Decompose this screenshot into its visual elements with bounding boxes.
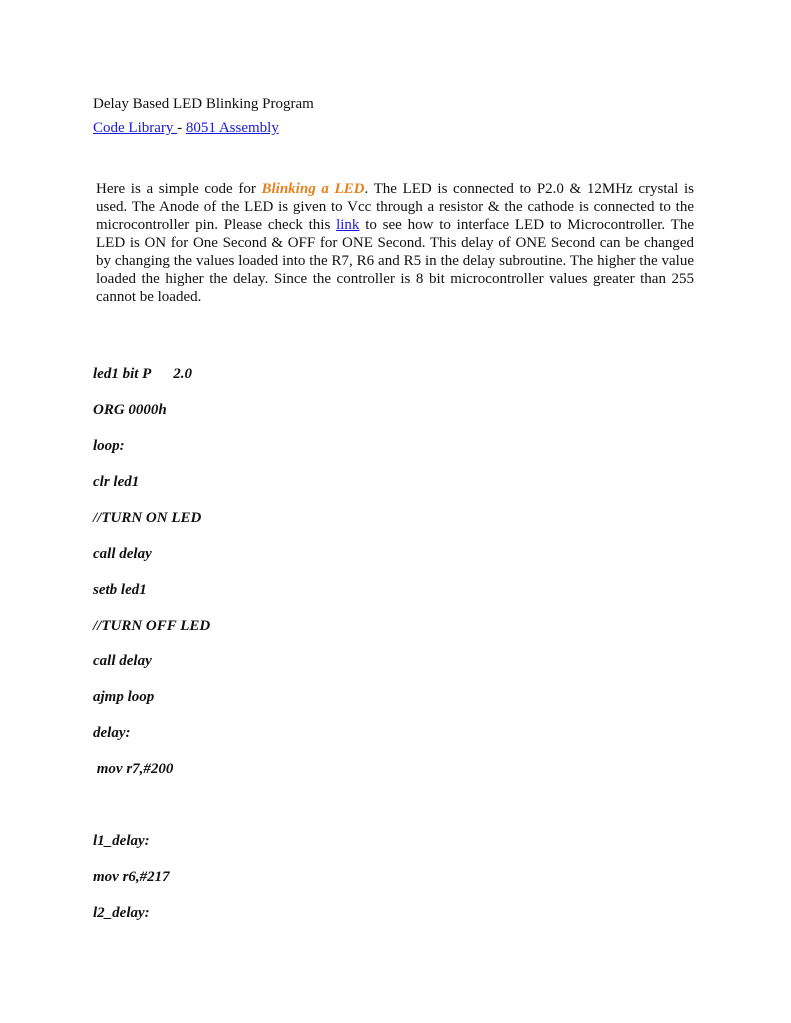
code-line-mov-r7: mov r7,#200	[93, 761, 174, 777]
code-line-mov-r6: mov r6,#217	[93, 869, 170, 885]
code-line-clr-led1: clr led1	[93, 474, 140, 490]
code-line-comment-off: //TURN OFF LED	[93, 618, 211, 634]
code-line-delay-label: delay:	[93, 725, 131, 741]
code-line-led1-bit: led1 bit P 2.0	[93, 366, 193, 382]
interface-link[interactable]: link	[336, 217, 360, 233]
code-line-comment-on: //TURN ON LED	[93, 510, 202, 526]
highlight-text: Blinking a LED	[261, 181, 365, 197]
description-paragraph	[96, 180, 694, 306]
breadcrumb-separator: -	[177, 120, 186, 136]
paragraph-text-3: to see how to interface LED to Microcontroller. The LED is ON for One Second & OFF for ONE Second. This delay of ONE Second can be changed by changing the values loaded into the R7, R6 and R5 in the delay subroutine. The higher the value loaded the higher the delay. Since the controller is 8 bit microcontroller values greater than 255 cannot be loaded.	[96, 217, 694, 305]
code-line-l2-delay-label: l2_delay:	[93, 905, 150, 921]
code-line-l1-delay-label: l1_delay:	[93, 833, 150, 849]
code-line-ajmp-loop: ajmp loop	[93, 689, 155, 705]
breadcrumb	[93, 119, 279, 137]
code-line-setb-led1: setb led1	[93, 582, 147, 598]
page-title: Delay Based LED Blinking Program	[93, 96, 314, 112]
paragraph-text-2: . The LED is connected to P2.0 & 12MHz crystal is used. The Anode of the LED is given to Vcc through a resistor & the cathode is connected to the microcontroller pin. Please check this	[96, 181, 694, 233]
code-line-call-delay-1: call delay	[93, 546, 152, 562]
code-line-call-delay-2: call delay	[93, 653, 152, 669]
code-line-loop-label: loop:	[93, 438, 125, 454]
breadcrumb-link-code-library[interactable]: Code Library	[93, 120, 178, 136]
paragraph-text-1: Here is a simple code for	[96, 181, 262, 197]
code-line-org: ORG 0000h	[93, 402, 167, 418]
breadcrumb-link-8051-assembly[interactable]: 8051 Assembly	[185, 120, 279, 136]
